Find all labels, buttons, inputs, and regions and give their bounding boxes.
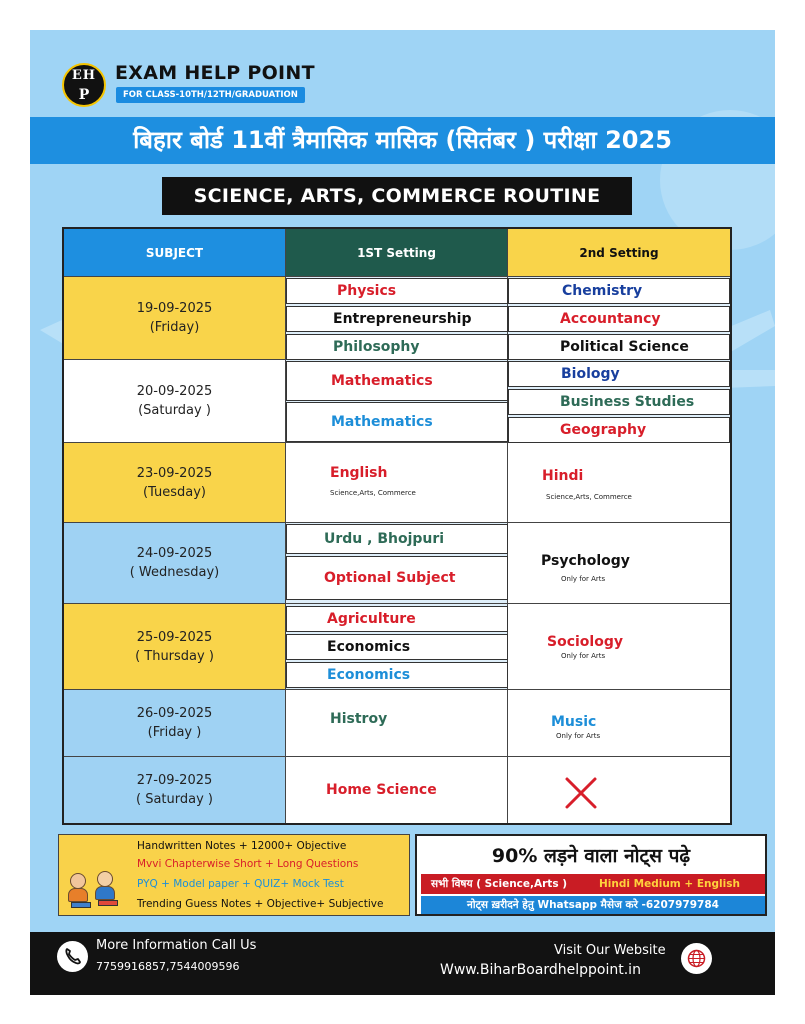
logo-letters-top: EH [71, 68, 97, 83]
sociology-note: Only for Arts [561, 652, 606, 660]
visit-label: Visit Our Website [554, 943, 666, 958]
exam-title-hindi: बिहार बोर्ड 11वीं त्रैमासिक मासिक (सितंबर ) परीक्षा 2025 [30, 117, 775, 164]
student-body [95, 886, 115, 900]
subject-philosophy: Philosophy [286, 334, 508, 360]
promo-hindi-box [415, 834, 767, 916]
header-first-setting: 1ST Setting [286, 229, 508, 277]
promo-medium: Hindi Medium + English [599, 878, 740, 890]
routine-table [62, 227, 732, 825]
promo-whatsapp: नोट्स ख़रीदने हेतु Whatsapp मैसेज करे -6207979784 [421, 896, 765, 914]
first-setting-cell [286, 690, 508, 757]
promo-hindi-title: 90% लड़ने वाला नोट्स पढ़े [491, 845, 691, 867]
date-text: 25-09-2025 [136, 629, 213, 645]
subject-mathematics: Mathematics [286, 402, 508, 442]
date-text: 23-09-2025 [136, 465, 213, 481]
poster [30, 30, 775, 995]
subject-biology: Biology [508, 361, 730, 387]
psychology-note: Only for Arts [561, 575, 606, 583]
promo-line: Trending Guess Notes + Objective+ Subjective [137, 898, 384, 910]
date-cell [64, 690, 286, 757]
students-reading-icon [65, 871, 127, 913]
date-cell [64, 443, 286, 523]
first-setting-cell [286, 443, 508, 523]
subject-sociology: Sociology [547, 634, 623, 650]
book [98, 900, 118, 906]
footer [30, 932, 775, 995]
subject-urdu-bhojpuri: Urdu , Bhojpuri [286, 524, 508, 554]
routine-title: SCIENCE, ARTS, COMMERCE ROUTINE [162, 177, 632, 215]
day-text: (Friday ) [147, 725, 202, 740]
cross-mark-icon [564, 776, 598, 810]
day-text: ( Saturday ) [136, 792, 213, 807]
brand-logo [62, 63, 106, 107]
date-cell [64, 604, 286, 690]
day-text: (Tuesday) [142, 484, 207, 500]
date-text: 27-09-2025 [136, 773, 213, 788]
subject-optional: Optional Subject [286, 556, 508, 600]
book [71, 902, 91, 908]
subject-business-studies: Business Studies [508, 389, 730, 415]
subject-hindi: Hindi [542, 468, 584, 484]
promo-notes-box [58, 834, 410, 916]
date-cell [64, 277, 286, 360]
subject-economics: Economics [286, 662, 508, 688]
music-note: Only for Arts [556, 732, 601, 740]
date-text: 24-09-2025 [136, 546, 213, 561]
promo-subjects-bar [421, 874, 765, 894]
date-cell [64, 523, 286, 604]
subject-accountancy: Accountancy [508, 306, 730, 332]
subject-chemistry: Chemistry [508, 278, 730, 304]
day-text: ( Thursday ) [135, 648, 214, 664]
second-setting-cell [508, 757, 730, 823]
subject-geography: Geography [508, 417, 730, 443]
subject-economics: Economics [286, 634, 508, 660]
english-note: Science,Arts, Commerce [330, 489, 416, 497]
subject-entrepreneurship: Entrepreneurship [286, 306, 508, 332]
day-text: (Saturday ) [138, 403, 211, 418]
phone-numbers[interactable]: 7759916857,7544009596 [96, 960, 240, 973]
website-link[interactable]: Www.BiharBoardhelppoint.in [440, 962, 641, 978]
promo-line: PYQ + Model paper + QUIZ+ Mock Test [137, 878, 344, 890]
day-text: ( Wednesday) [129, 565, 220, 580]
subject-music: Music [551, 714, 597, 730]
hindi-note: Science,Arts, Commerce [546, 493, 632, 501]
brand-name: EXAM HELP POINT [115, 62, 315, 84]
student-body [68, 888, 88, 902]
date-cell [64, 757, 286, 823]
logo-letters-bottom: P [78, 87, 90, 103]
phone-icon[interactable] [57, 941, 88, 972]
subject-physics: Physics [286, 278, 508, 304]
header-subject: SUBJECT [64, 229, 286, 277]
promo-line: Mvvi Chapterwise Short + Long Questions [137, 858, 359, 870]
student-head [70, 873, 86, 889]
subject-home-science: Home Science [326, 782, 437, 798]
subject-mathematics: Mathematics [286, 361, 508, 401]
subject-agriculture: Agriculture [286, 606, 508, 632]
promo-subjects: सभी विषय ( Science,Arts ) [431, 878, 568, 890]
second-setting-cell [508, 690, 730, 757]
globe-icon[interactable] [681, 943, 712, 974]
subject-political-science: Political Science [508, 334, 730, 360]
subject-english: English [330, 465, 388, 481]
call-label: More Information Call Us [96, 938, 257, 953]
date-text: 19-09-2025 [136, 301, 213, 316]
header-second-setting: 2nd Setting [508, 229, 730, 277]
brand-tagline: FOR CLASS-10TH/12TH/GRADUATION [116, 87, 305, 103]
day-text: (Friday) [149, 320, 200, 335]
date-text: 26-09-2025 [136, 706, 213, 721]
subject-history: Histroy [330, 711, 388, 727]
promo-line: Handwritten Notes + 12000+ Objective [137, 840, 347, 852]
date-cell [64, 360, 286, 443]
student-head [97, 871, 113, 887]
subject-psychology: Psychology [541, 553, 630, 569]
date-text: 20-09-2025 [136, 384, 213, 399]
